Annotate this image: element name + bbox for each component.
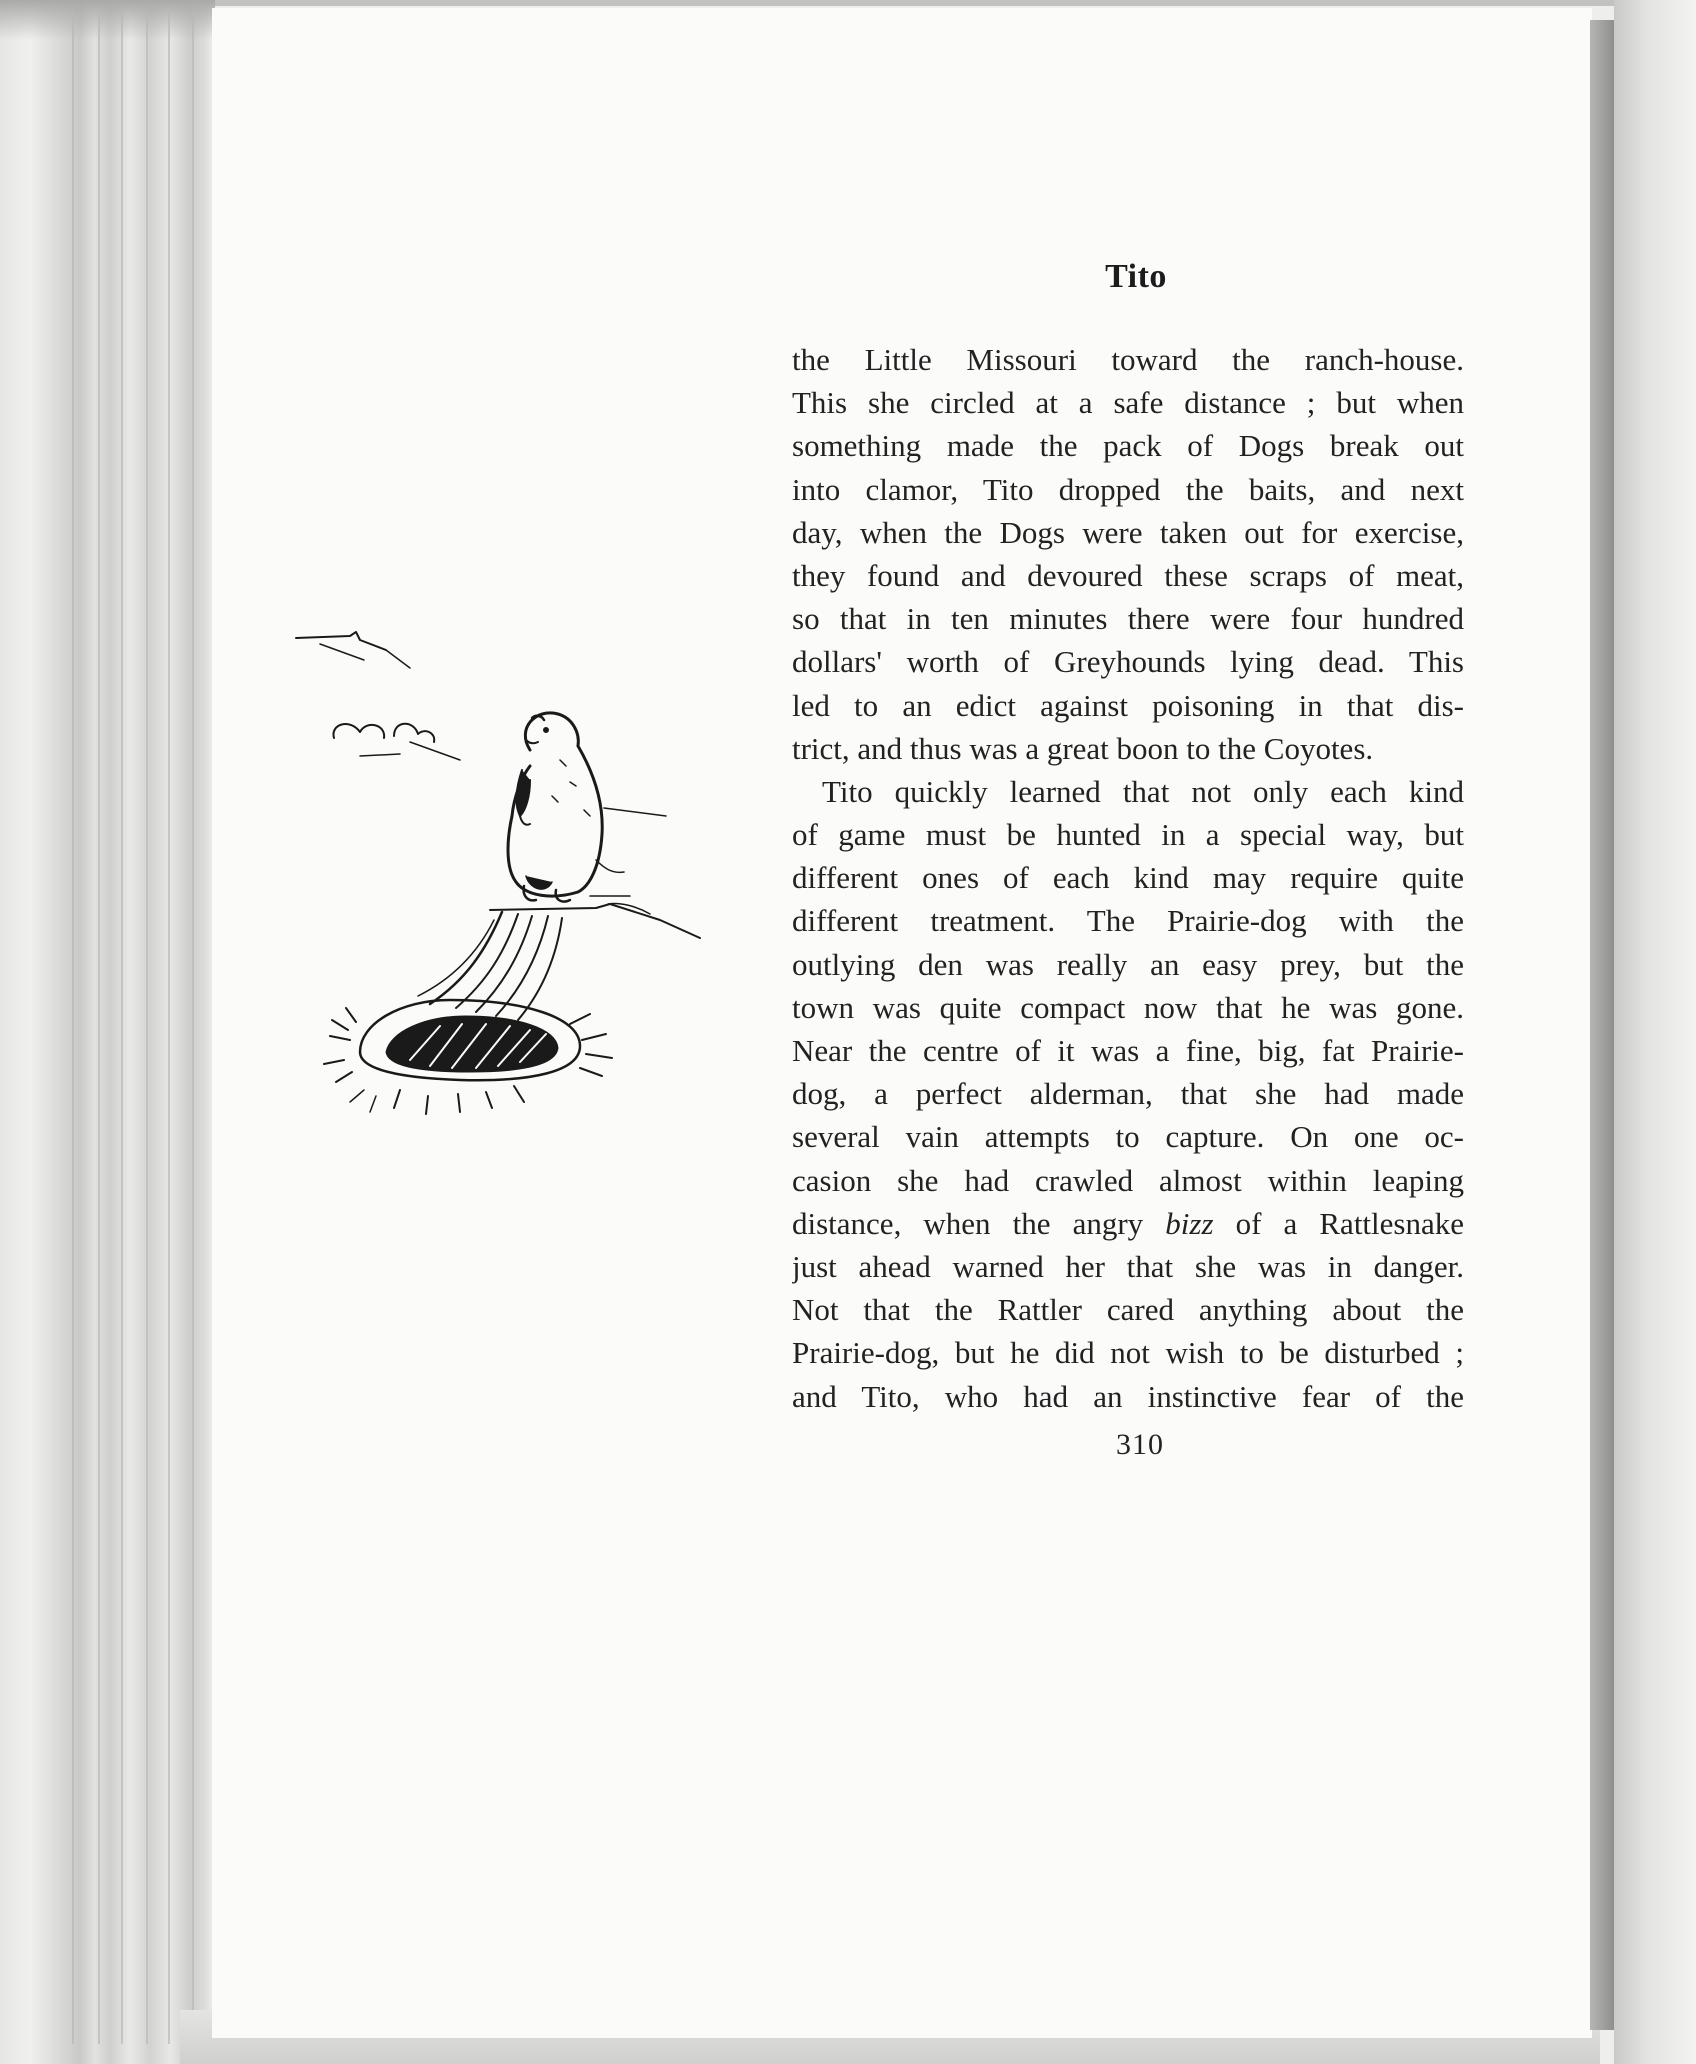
text-line: casion she had crawled almost within leaping	[792, 1162, 1464, 1198]
text-line: several vain attempts to capture. On one oc-	[792, 1119, 1464, 1155]
cover-right	[1614, 0, 1696, 2064]
text-line: different treatment. The Prairie-dog with the	[792, 903, 1464, 939]
text-line: trict, and thus was a great boon to the Coyotes.	[792, 730, 1374, 766]
text-line: day, when the Dogs were taken out for exercise,	[792, 514, 1464, 550]
book-page-edges	[0, 0, 215, 2064]
body-text	[792, 338, 1464, 1418]
text-line: Prairie-dog, but he did not wish to be disturbed ;	[792, 1335, 1464, 1371]
running-head: Tito	[1105, 258, 1167, 295]
text-line: into clamor, Tito dropped the baits, and next	[792, 471, 1464, 507]
cover-edge	[1590, 20, 1614, 2030]
text-line: Not that the Rattler cared anything about the	[792, 1292, 1464, 1328]
text-line: the Little Missouri toward the ranch-house.	[792, 342, 1464, 377]
prairie-dog-illustration	[290, 620, 810, 1140]
text-line: and Tito, who had an instinctive fear of the	[792, 1378, 1464, 1414]
text-line: Near the centre of it was a fine, big, fat Prairie-	[792, 1033, 1464, 1068]
edge-line	[146, 10, 148, 2044]
edge-line	[72, 10, 74, 2044]
scan-top-edge	[0, 0, 1696, 6]
text-line: dog, a perfect alderman, that she had made	[792, 1076, 1464, 1112]
text-line: they found and devoured these scraps of meat,	[792, 557, 1464, 593]
text-line: just ahead warned her that she was in danger.	[792, 1248, 1464, 1284]
edge-shadow	[0, 0, 215, 40]
text-line: of game must be hunted in a special way, but	[792, 817, 1464, 853]
text-line: something made the pack of Dogs break out	[792, 428, 1464, 464]
edge-line	[121, 10, 123, 2044]
text-line-with-italic	[792, 1202, 1464, 1245]
text-line: so that in ten minutes there were four hundred	[792, 601, 1464, 637]
text-line: outlying den was really an easy prey, but the	[792, 946, 1464, 982]
line-end: of a Rattlesnake	[1213, 1205, 1464, 1241]
text-line: dollars' worth of Greyhounds lying dead. This	[792, 644, 1464, 680]
page-number: 310	[1116, 1428, 1164, 1461]
text-line: This she circled at a safe distance ; but when	[792, 385, 1464, 421]
text-line: led to an edict against poisoning in that dis-	[792, 687, 1464, 723]
text-line: different ones of each kind may require quite	[792, 860, 1464, 896]
text-line: town was quite compact now that he was gone.	[792, 989, 1464, 1025]
text-line: Tito quickly learned that not only each kind	[822, 773, 1464, 809]
edge-line	[192, 10, 194, 2044]
edge-line	[98, 10, 100, 2044]
edge-line	[168, 10, 170, 2044]
line-start: distance, when the angry	[792, 1205, 1166, 1241]
italic-word: bizz	[1165, 1205, 1214, 1241]
